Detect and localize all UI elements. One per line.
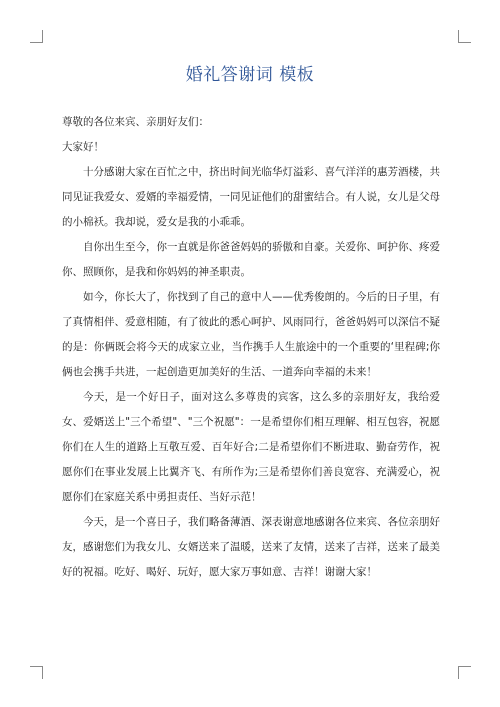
closing-paragraph: 今天，是一个喜日子，我们略备薄酒、深表谢意地感谢各位来宾、各位亲朋好友，感谢您们为我女儿、女婿送来了温暖，送来了友情，送来了吉祥，送来了最美好的祝福。吃好、喝好、玩好，愿大家万事如意、吉祥！谢谢大家！	[62, 516, 440, 578]
body-paragraph: 如今，你长大了，你找到了自己的意中人——优秀俊朗的。今后的日子里，有了真情相伴、爱意相随，有了彼此的悉心呵护、风雨同行，爸爸妈妈可以深信不疑的是：你俩既会将今天的成家立业，当作携手人生旅途中的一个重要的‘里程碑;你俩也会携手共进，一起创造更加美好的生活、一道奔向幸福的未来！	[62, 291, 440, 378]
greeting-paragraph: 大家好！	[62, 141, 104, 153]
salutation-paragraph: 尊敬的各位来宾、亲朋好友们：	[62, 116, 209, 128]
document-body	[62, 110, 440, 585]
page-corner-mark-bottom-left	[30, 666, 43, 679]
body-paragraph: 今天，是一个好日子，面对这么多尊贵的宾客，这么多的亲朋好友，我给爱女、爱婿送上"三个希望"、"三个祝愿"：一是希望你们相互理解、相互包容，祝愿你们在人生的道路上互敬互爱、百年好合;二是希望你们不断进取、勤奋劳作，祝愿你们在事业发展上比翼齐飞、有所作为;三是希望你们善良宽容、充满爱心，祝愿你们在家庭关系中勇担责任、当好示范！	[62, 391, 440, 503]
page-corner-mark-top-right	[458, 30, 471, 43]
body-paragraph: 十分感谢大家在百忙之中，挤出时间光临华灯溢彩、喜气洋洋的惠芳酒楼，共同见证我爱女、爱婿的幸福爱情，一同见证他们的甜蜜结合。有人说，女儿是父母的小棉袄。我却说，爱女是我的小乖乖。	[62, 166, 440, 228]
page-corner-mark-top-left	[30, 30, 43, 43]
page-corner-mark-bottom-right	[458, 666, 471, 679]
document-title: 婚礼答谢词 模板	[185, 65, 315, 85]
body-paragraph: 自你出生至今，你一直就是你爸爸妈妈的骄傲和自豪。关爱你、呵护你、疼爱你、照顾你，是我和你妈妈的神圣职责。	[62, 241, 440, 278]
